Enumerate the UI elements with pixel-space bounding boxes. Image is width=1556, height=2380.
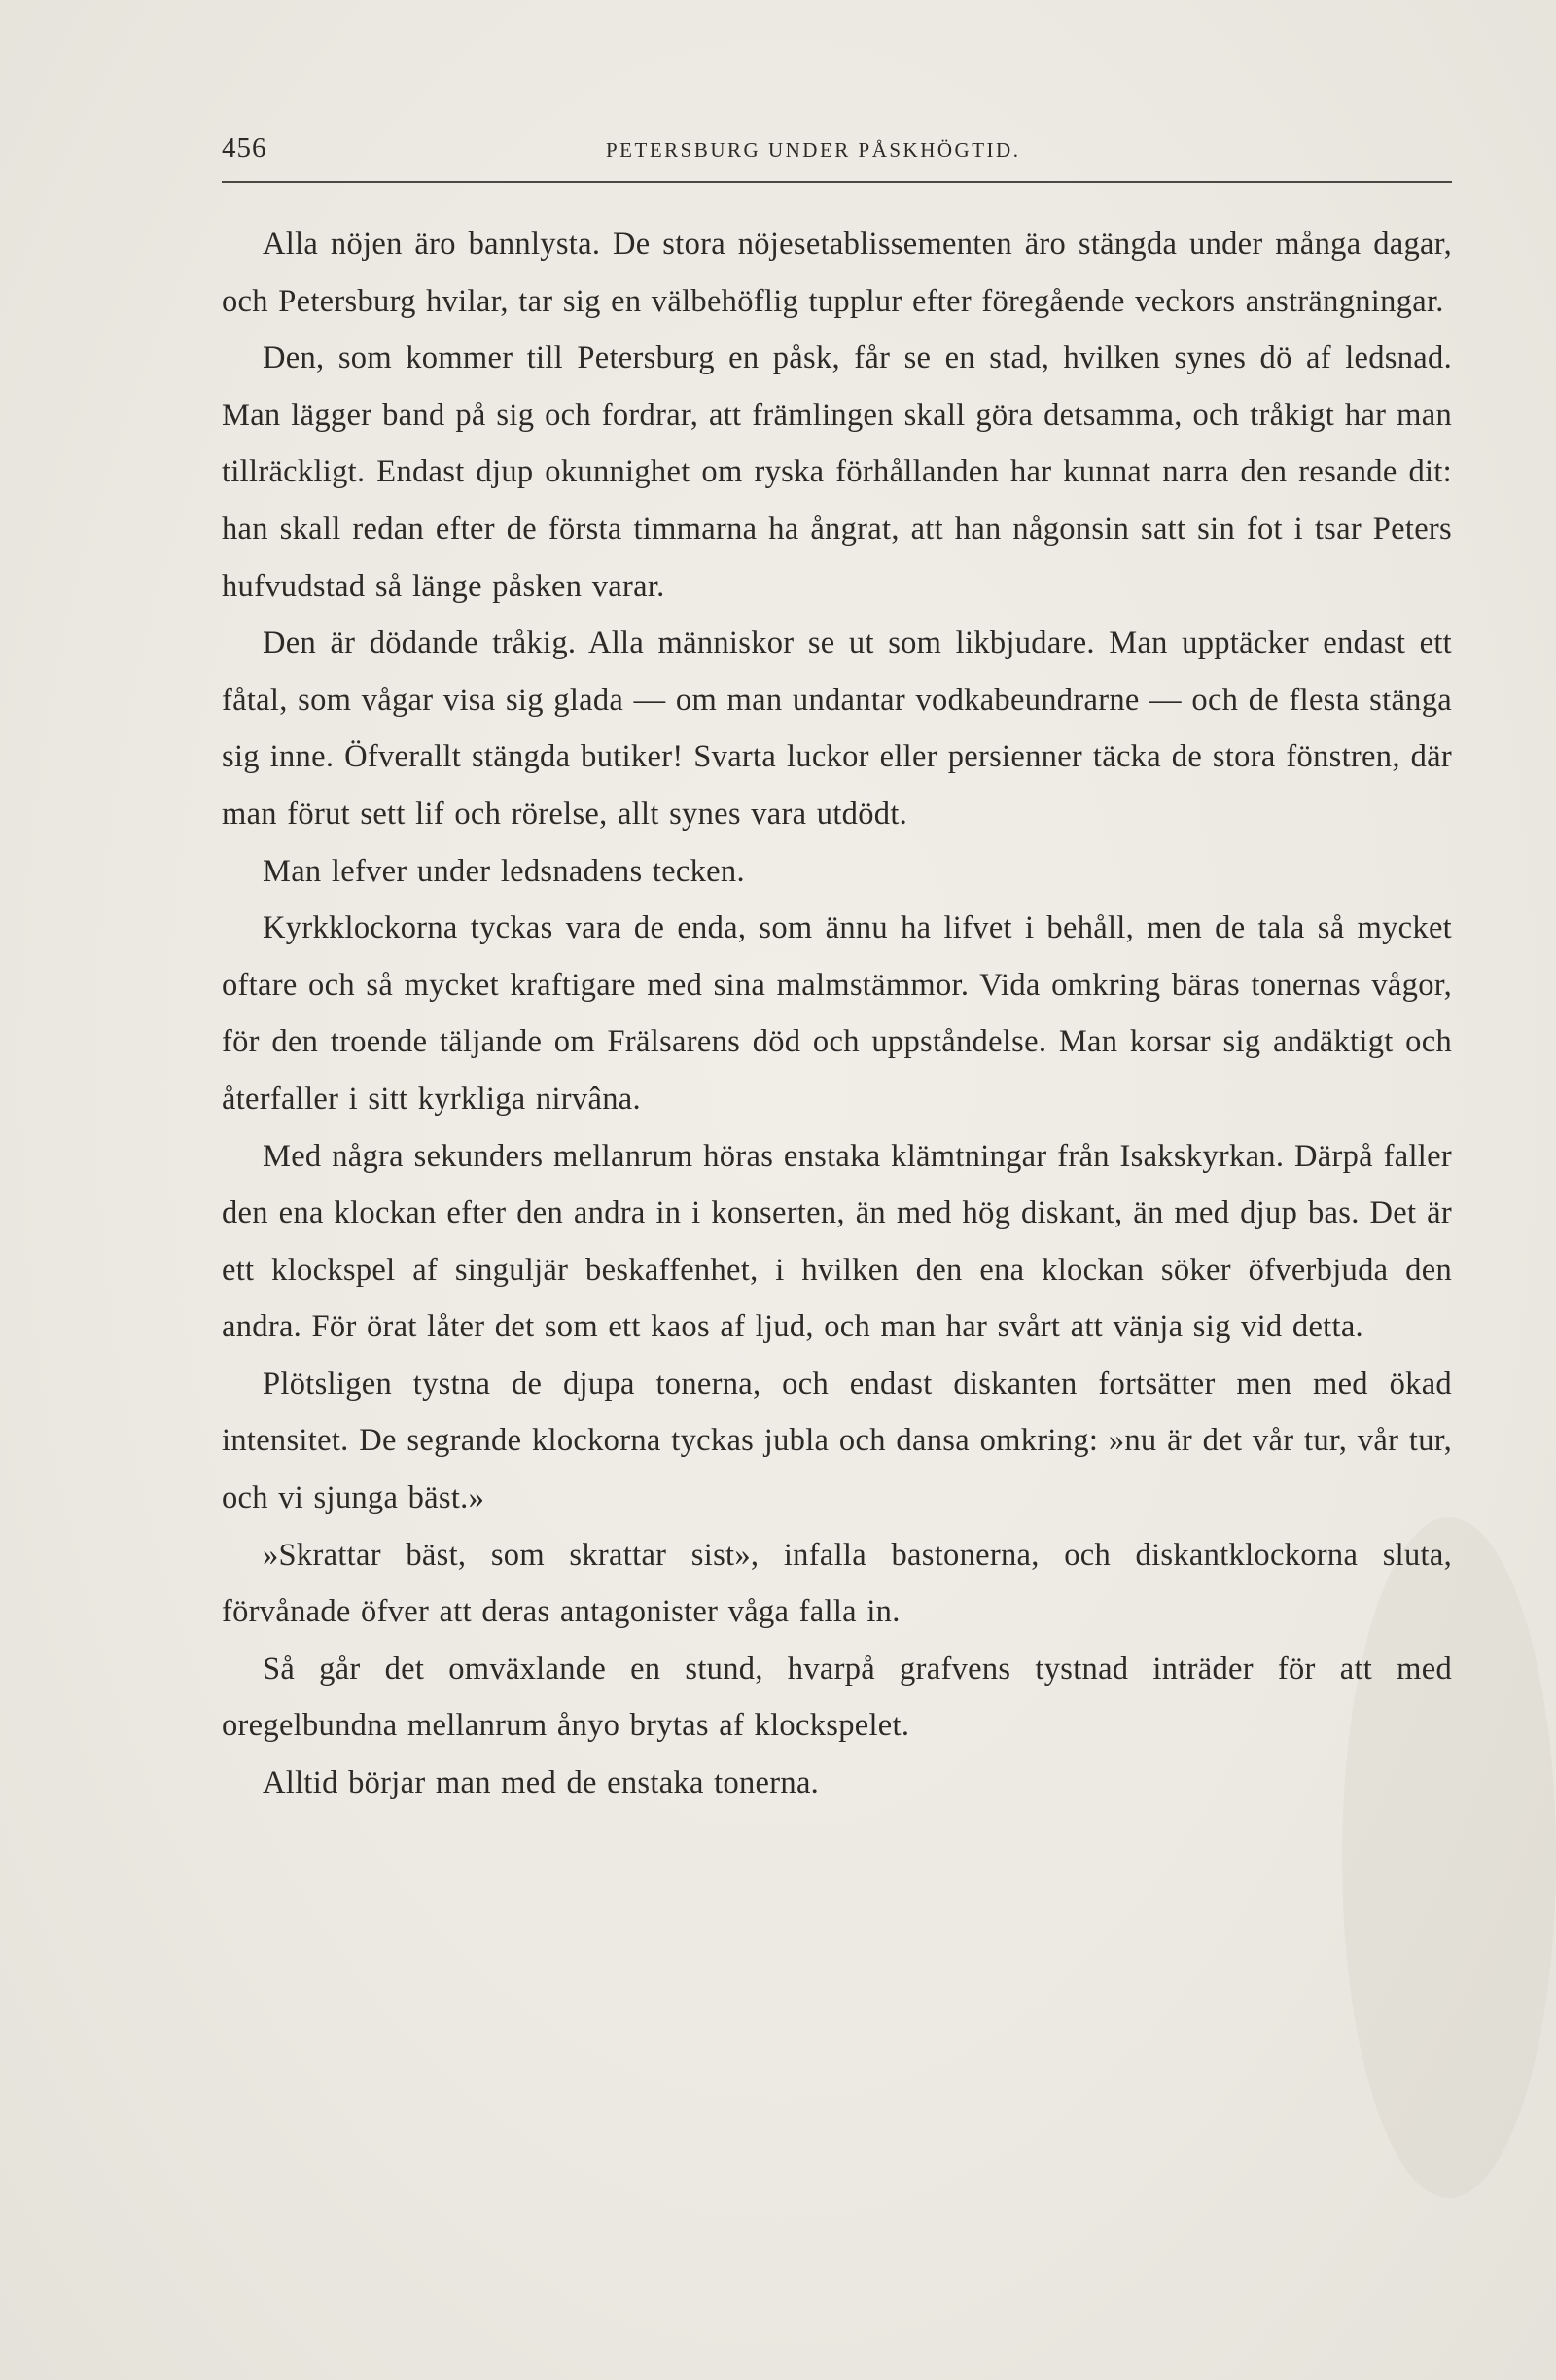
paragraph: »Skrattar bäst, som skrattar sist», infalla bastonerna, och diskantklockorna sluta, förvånade öfver att deras antagonister våga falla in.: [222, 1537, 1452, 1630]
paragraph: Man lefver under ledsnadens tecken.: [263, 853, 745, 889]
page-number: 456: [222, 132, 267, 163]
paragraph: Med några sekunders mellanrum höras enstaka klämtningar från Isakskyrkan. Därpå faller den ena klockan efter den andra in i konserten, än med hög diskant, än med djup bas. Det är ett klockspel af singuljär beskaffenhet, i hvilken den ena klockan söker öfverbjuda den andra. För örat låter det som ett kaos af ljud, och man har svårt att vänja sig vid detta.: [222, 1138, 1452, 1345]
paragraph: Plötsligen tystna de djupa tonerna, och endast diskanten fortsätter men med ökad intensitet. De segrande klockorna tyckas jubla och dansa omkring: »nu är det vår tur, vår tur, och vi sjunga bäst.»: [222, 1366, 1452, 1516]
header-rule: [222, 181, 1452, 183]
body-text: [222, 216, 1452, 1812]
paragraph: Den är dödande tråkig. Alla människor se ut som likbjudare. Man upptäcker endast ett fåtal, som vågar visa sig glada — om man undantar vodkabeundrarne — och de flesta stänga sig inne. Öfverallt stängda butiker! Svarta luckor eller persienner täcka de stora fönstren, där man förut sett lif och rörelse, allt synes vara utdödt.: [222, 625, 1452, 832]
page-header: [222, 132, 1452, 171]
paragraph: Kyrkklockorna tyckas vara de enda, som ännu ha lifvet i behåll, men de tala så mycket oftare och så mycket kraftigare med sina malmstämmor. Vida omkring bäras tonernas vågor, för den troende täljande om Frälsarens död och uppståndelse. Man korsar sig andäktigt och återfaller i sitt kyrkliga nirvâna.: [222, 910, 1452, 1117]
paragraph: Alltid börjar man med de enstaka tonerna.: [263, 1765, 820, 1801]
paragraph: Alla nöjen äro bannlysta. De stora nöjesetablissementen äro stängda under många dagar, och Petersburg hvilar, tar sig en välbehöflig tupplur efter föregående veckors ansträngningar.: [222, 227, 1452, 319]
paragraph: Den, som kommer till Petersburg en påsk, får se en stad, hvilken synes dö af ledsnad. Man lägger band på sig och fordrar, att främlingen skall göra detsamma, och tråkigt har man tillräckligt. Endast djup okunnighet om ryska förhållanden har kunnat narra den resande dit: han skall redan efter de första timmarna ha ångrat, att han någonsin satt sin fot i tsar Peters hufvudstad så länge påsken varar.: [222, 340, 1452, 604]
paragraph: Så går det omväxlande en stund, hvarpå grafvens tystnad inträder för att med oregelbundna mellanrum ånyo brytas af klockspelet.: [222, 1651, 1452, 1744]
running-head: PETERSBURG UNDER PÅSKHÖGTID.: [606, 138, 1021, 161]
